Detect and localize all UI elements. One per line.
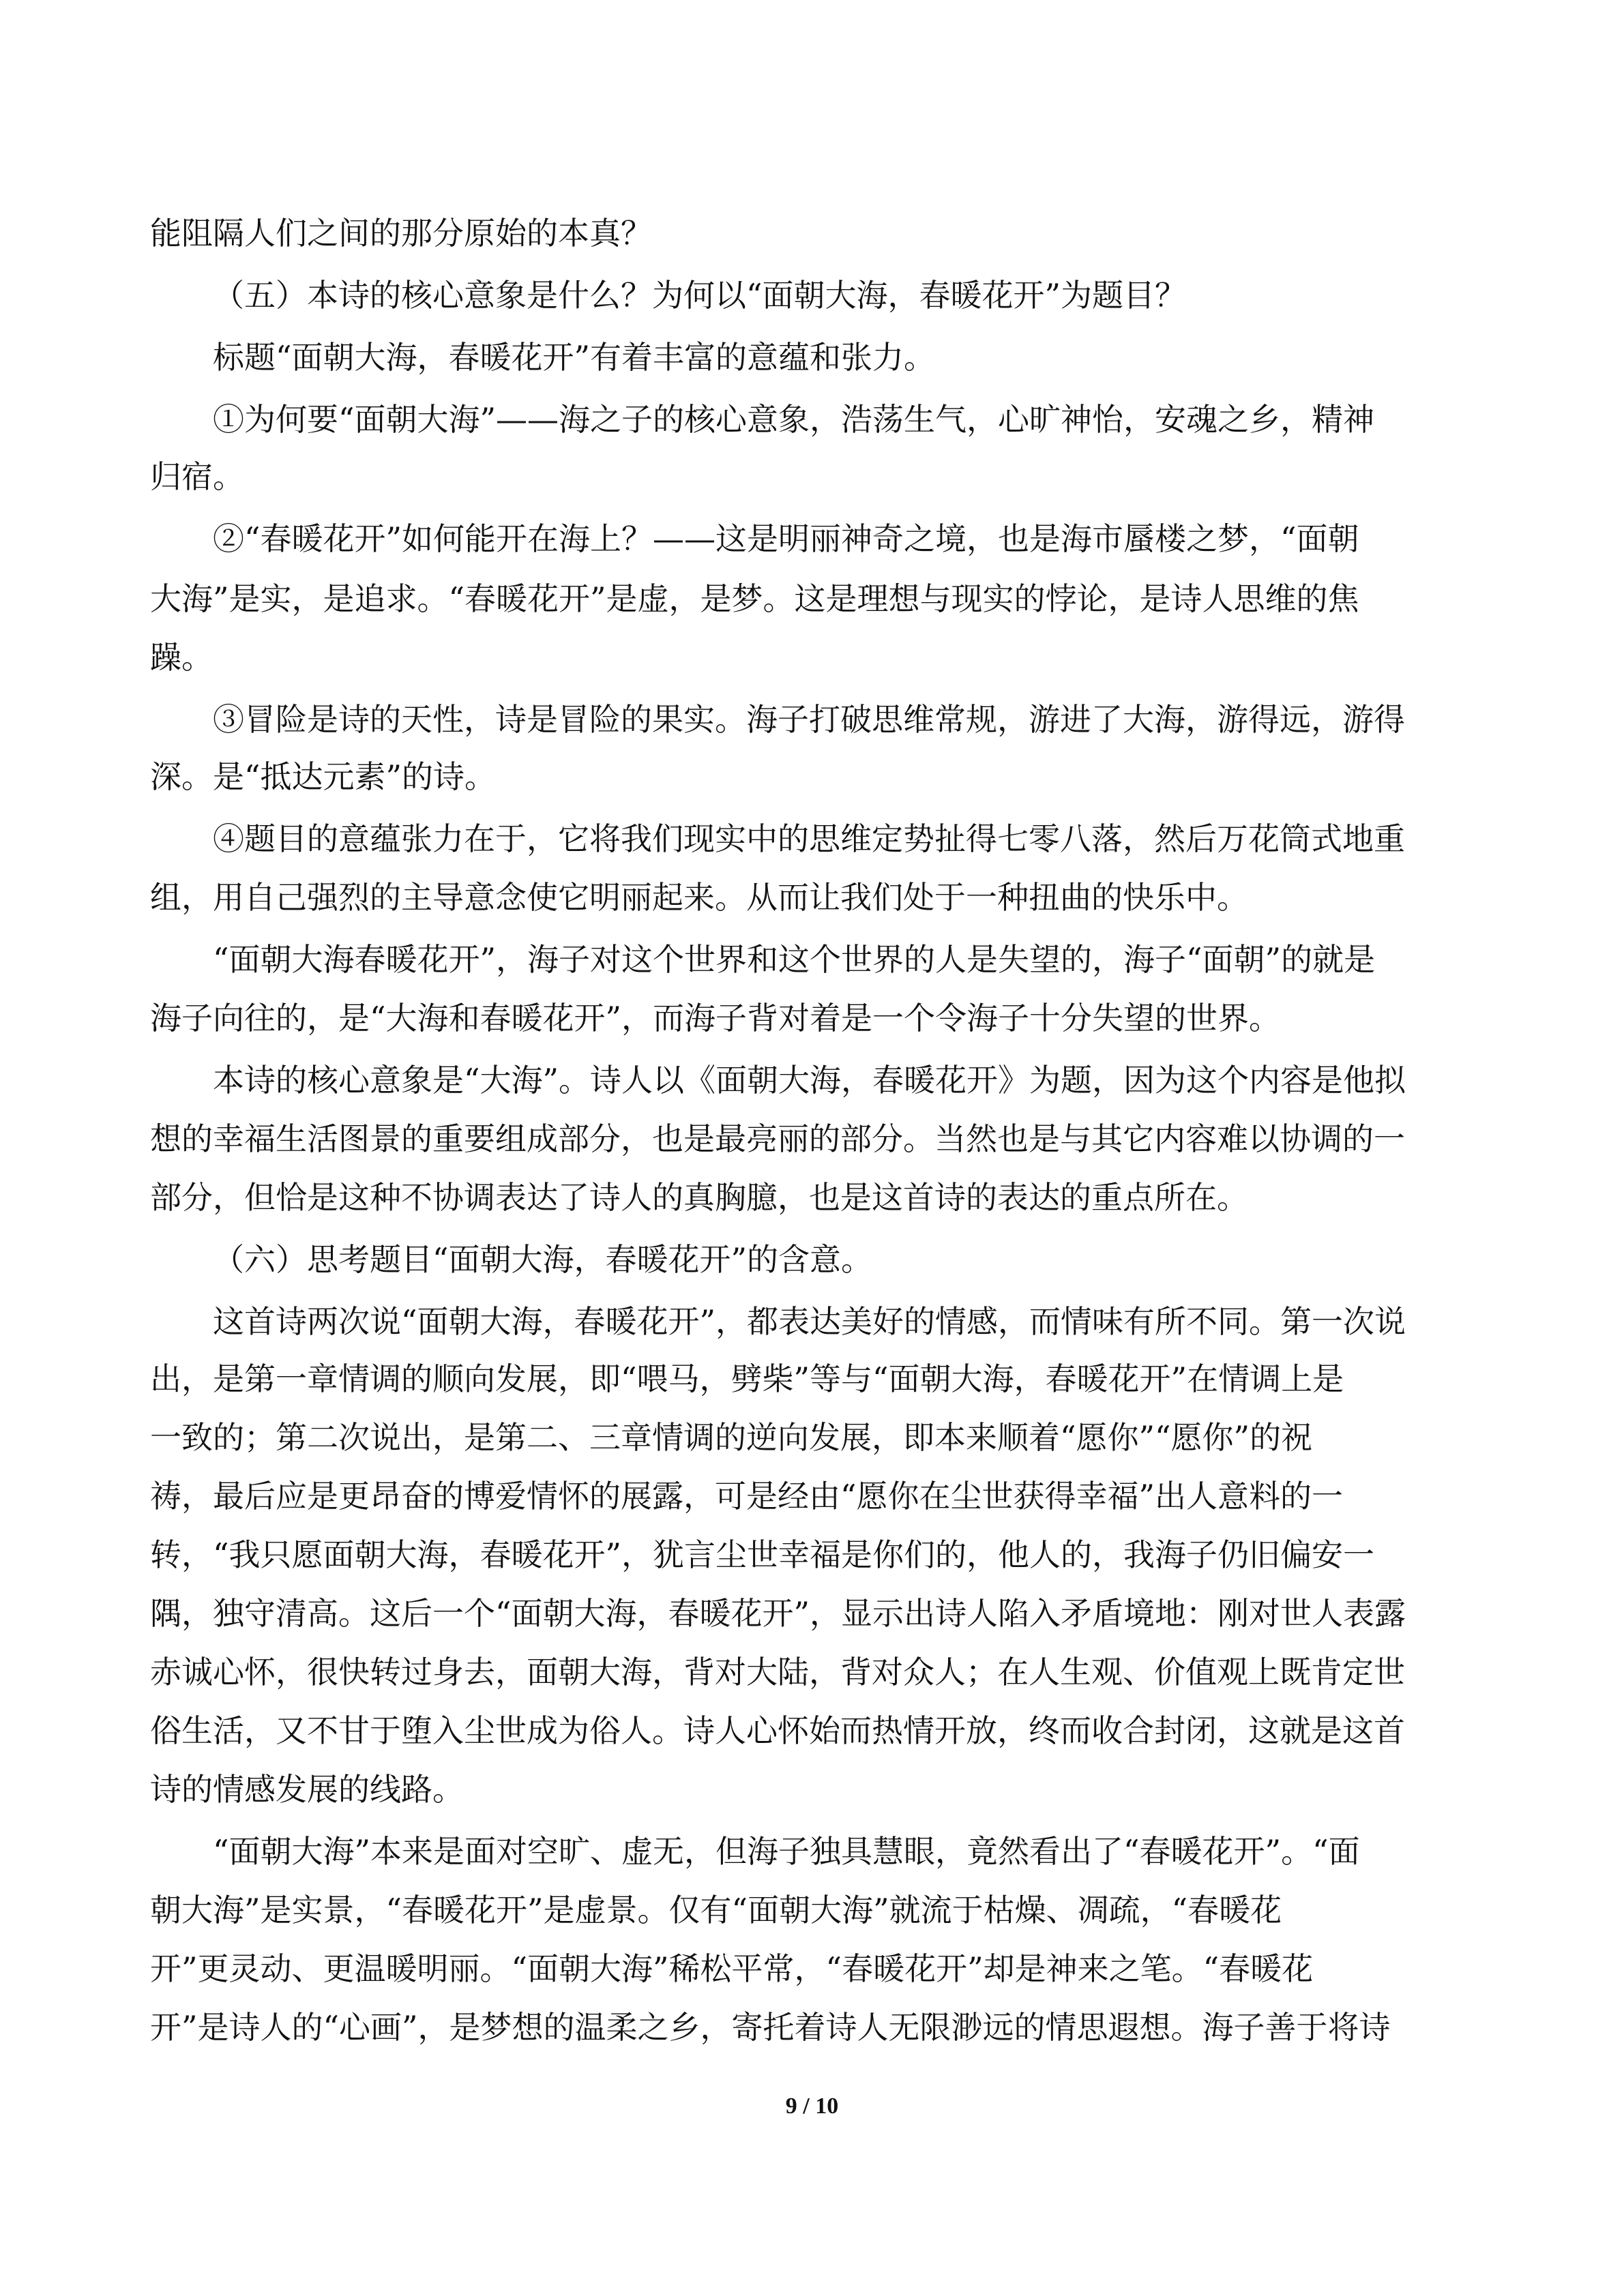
text-line: 大海”是实，是追求。“春暖花开”是虚，是梦。这是理想与现实的悖论，是诗人思维的焦 bbox=[150, 580, 1359, 617]
text-line: ②“春暖花开”如何能开在海上？——这是明丽神奇之境，也是海市蜃楼之梦，“面朝 bbox=[213, 520, 1359, 557]
text-line: 诗的情感发展的线路。 bbox=[150, 1771, 464, 1808]
text-line: 隅，独守清高。这后一个“面朝大海，春暖花开”，显示出诗人陷入矛盾境地：刚对世人表露 bbox=[150, 1595, 1406, 1632]
text-line: 赤诚心怀，很快转过身去，面朝大海，背对大陆，背对众人；在人生观、价值观上既肯定世 bbox=[150, 1654, 1405, 1690]
text-line: 转，“我只愿面朝大海，春暖花开”，犹言尘世幸福是你们的，他人的，我海子仍旧偏安一 bbox=[150, 1536, 1375, 1573]
text-line: ①为何要“面朝大海”——海之子的核心意象，浩荡生气，心旷神怡，安魂之乡，精神 bbox=[213, 401, 1375, 438]
text-line: 开”更灵动、更温暖明丽。“面朝大海”稀松平常，“春暖花开”却是神来之笔。“春暖花 bbox=[150, 1950, 1314, 1987]
text-line: 深。是“抵达元素”的诗。 bbox=[150, 758, 497, 795]
text-line: 俗生活，又不甘于堕入尘世成为俗人。诗人心怀始而热情开放，终而收合封闭，这就是这首 bbox=[150, 1712, 1405, 1749]
text-line: 标题“面朝大海，春暖花开”有着丰富的意蕴和张力。 bbox=[213, 339, 936, 376]
text-line: 祷，最后应是更昂奋的博爱情怀的展露，可是经由“愿你在尘世获得幸福”出人意料的一 bbox=[150, 1478, 1344, 1515]
text-line: 出，是第一章情调的顺向发展，即“喂马，劈柴”等与“面朝大海，春暖花开”在情调上是 bbox=[150, 1360, 1344, 1397]
text-line: 组，用自己强烈的主导意念使它明丽起来。从而让我们处于一种扭曲的快乐中。 bbox=[150, 879, 1248, 916]
text-line: 归宿。 bbox=[150, 458, 244, 495]
text-line: 想的幸福生活图景的重要组成部分，也是最亮丽的部分。当然也是与其它内容难以协调的一 bbox=[150, 1120, 1405, 1157]
text-line: ④题目的意蕴张力在于，它将我们现实中的思维定势扯得七零八落，然后万花筒式地重 bbox=[213, 820, 1405, 857]
text-line: 海子向往的，是“大海和春暖花开”，而海子背对着是一个令海子十分失望的世界。 bbox=[150, 1000, 1281, 1037]
text-line: 一致的；第二次说出，是第二、三章情调的逆向发展，即本来顺着“愿你”“愿你”的祝 bbox=[150, 1419, 1313, 1456]
text-line: “面朝大海”本来是面对空旷、虚无，但海子独具慧眼，竟然看出了“春暖花开”。“面 bbox=[213, 1833, 1360, 1870]
text-line: 这首诗两次说“面朝大海，春暖花开”，都表达美好的情感，而情味有所不同。第一次说 bbox=[213, 1303, 1406, 1340]
text-line: “面朝大海春暖花开”，海子对这个世界和这个世界的人是失望的，海子“面朝”的就是 bbox=[213, 941, 1376, 978]
text-line: 躁。 bbox=[150, 639, 213, 676]
text-line: 本诗的核心意象是“大海”。诗人以《面朝大海，春暖花开》为题，因为这个内容是他拟 bbox=[213, 1062, 1406, 1099]
text-line: 部分，但恰是这种不协调表达了诗人的真胸臆，也是这首诗的表达的重点所在。 bbox=[150, 1179, 1248, 1216]
text-line: 能阻隔人们之间的那分原始的本真？ bbox=[150, 215, 652, 252]
section-heading-5: （五）本诗的核心意象是什么？为何以“面朝大海，春暖花开”为题目？ bbox=[213, 277, 1187, 314]
section-heading-6: （六）思考题目“面朝大海，春暖花开”的含意。 bbox=[213, 1241, 873, 1278]
text-line: 朝大海”是实景，“春暖花开”是虚景。仅有“面朝大海”就流于枯燥、凋疏，“春暖花 bbox=[150, 1892, 1282, 1928]
page-number: 9 / 10 bbox=[785, 2093, 839, 2119]
text-line: ③冒险是诗的天性，诗是冒险的果实。海子打破思维常规，游进了大海，游得远，游得 bbox=[213, 701, 1405, 738]
text-line: 开”是诗人的“心画”，是梦想的温柔之乡，寄托着诗人无限渺远的情思遐想。海子善于将诗 bbox=[150, 2009, 1391, 2046]
